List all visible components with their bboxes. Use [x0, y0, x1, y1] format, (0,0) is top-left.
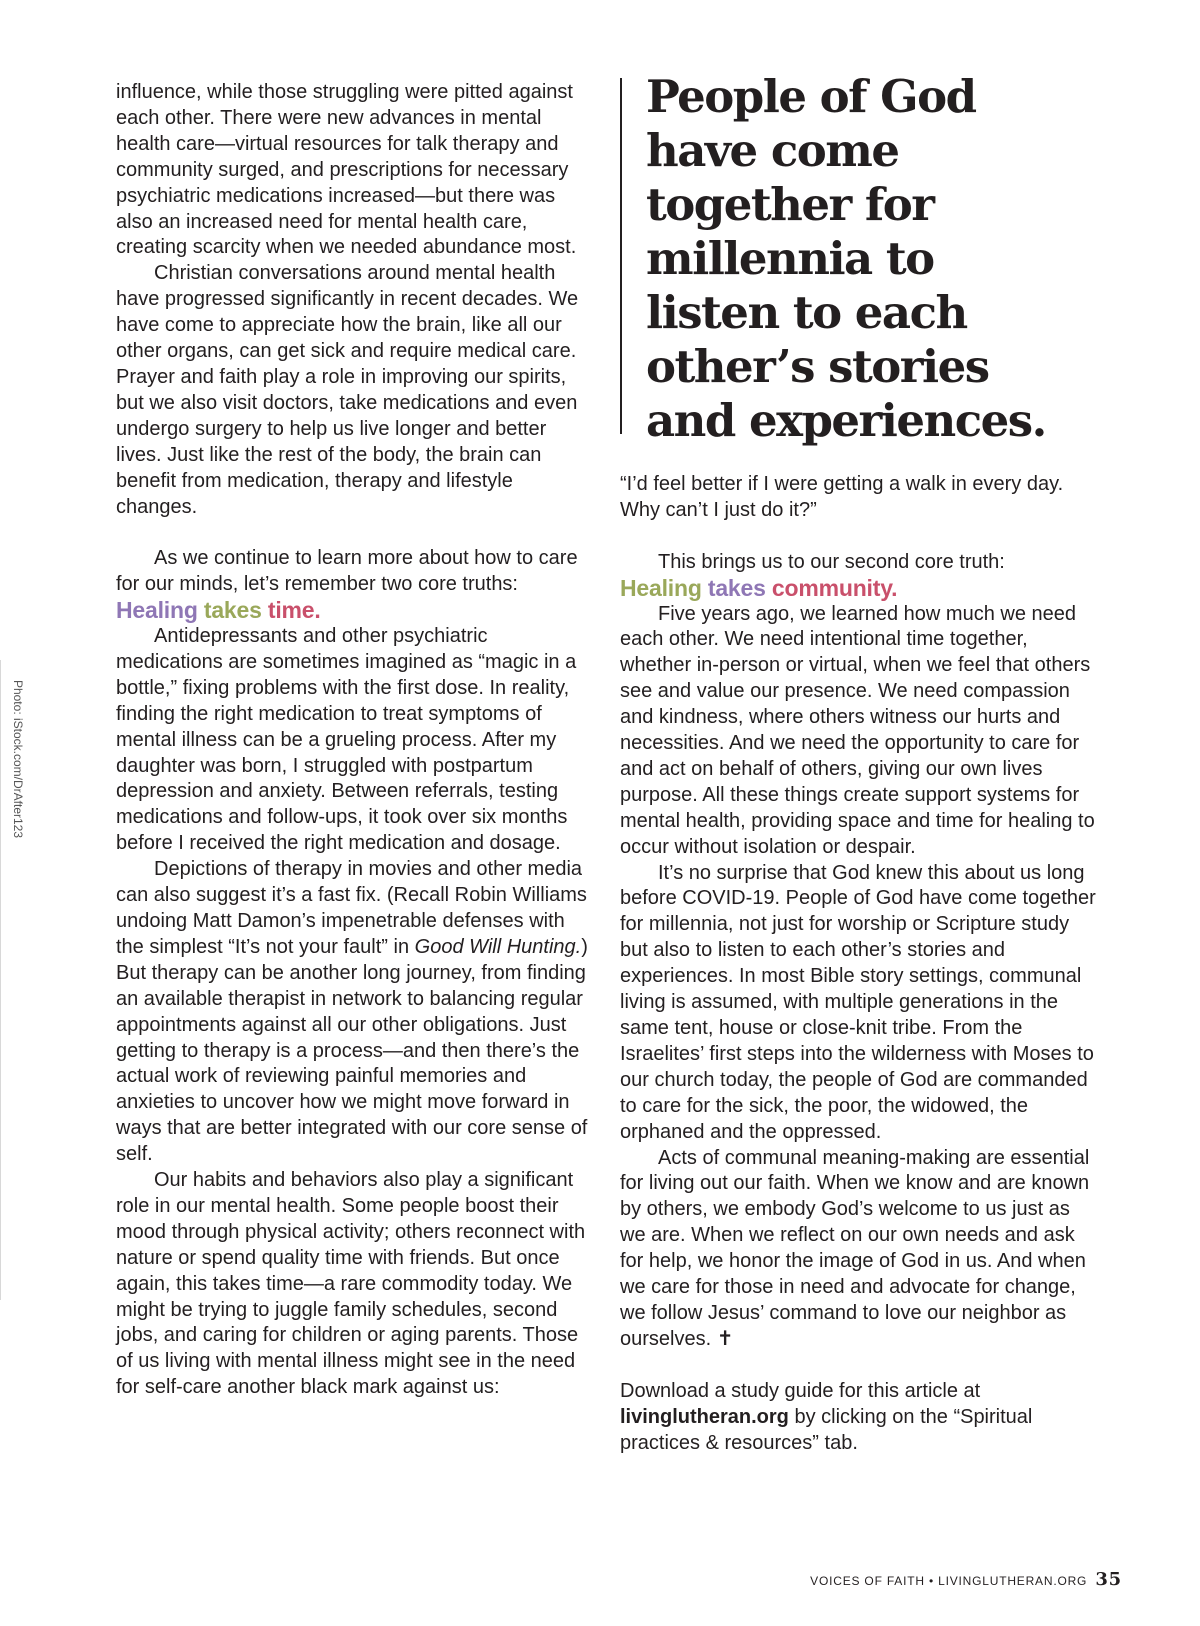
truth-word: takes: [203, 597, 262, 624]
body-text: by clicking on the “Spiritual practices & resources” tab.: [620, 1405, 1033, 1454]
body-paragraph: [116, 857, 588, 1168]
body-paragraph: Christian conversations around mental health have progressed significantly in recent decades. We have come to appreciate how the brain, like all our other organs, can get sick and require medical care. Prayer and faith play a role in improving our spirits, but we also visit doctors, take medications and even undergo surgery to help us live longer and better lives. Just like the rest of the body, the brain can benefit from medication, therapy and lifestyle changes.: [116, 262, 579, 518]
body-paragraph: Our habits and behaviors also play a significant role in our mental health. Some people boost their mood through physical activity; others reconnect with nature or spend quality time with friends. But once again, this takes time—a rare commodity today. We might be trying to juggle family schedules, second jobs, and caring for children or aging parents. Those of us living with mental illness might see in the need for self-care another black mark against us:: [116, 1169, 586, 1399]
film-title: Good Will Hunting.: [414, 935, 582, 958]
pull-quote-line: and experiences.: [646, 394, 1046, 447]
study-guide-note: [620, 1379, 1096, 1457]
body-paragraph: Five years ago, we learned how much we need each other. We need intentional time together, whether in-person or virtual, when we feel that others see and value our presence. We need compassion and kindness, where others witness our hurts and necessities. And we need the opportunity to care for and act on behalf of others, giving our own lives purpose. All these things create support systems for mental health, providing space and time for healing to occur without isolation or despair.: [620, 602, 1095, 858]
truth-word: Healing: [620, 574, 702, 601]
body-text: ) But therapy can be another long journey, from finding an available therapist in network to balancing regular appointments against all our other obligations. Just getting to therapy is a process—and then there’s the actual work of reviewing painful memories and anxieties to uncover how we might move forward in ways that are better integrated with our core sense of self.: [116, 935, 588, 1166]
body-paragraph: Acts of communal meaning-making are essential for living out our faith. When we know and are known by others, we embody God’s welcome to us just as we are. When we reflect on our own needs and ask for help, we honor the image of God in us. And when we care for those in need and advocate for change, we follow Jesus’ command to love our neighbor as ourselves. ✝: [620, 1146, 1090, 1350]
page-number: 35: [1095, 1569, 1122, 1590]
website-link[interactable]: livinglutheran.org: [620, 1405, 789, 1428]
credit-divider: [0, 660, 1, 1300]
pull-quote-line: millennia to: [646, 232, 934, 285]
core-truth-heading: [116, 598, 588, 624]
pull-quote-line: together for: [646, 178, 934, 231]
page-footer: [810, 1569, 1122, 1590]
body-text: Depictions of therapy in movies and other media can also suggest it’s a fast fix. (Recall Robin Williams undoing Matt Damon’s impenetrable defenses with the simplest “It’s not your fault” in: [116, 858, 587, 958]
photo-credit: Photo: iStock.com/DrAfter123: [11, 679, 25, 839]
truth-word: takes: [707, 574, 766, 601]
truth-word: community.: [771, 574, 898, 601]
paragraph-spacer: [116, 520, 588, 546]
body-paragraph: This brings us to our second core truth:: [658, 550, 1005, 573]
body-paragraph: As we continue to learn more about how to care for our minds, let’s remember two core truths:: [116, 547, 578, 596]
pull-quote: [620, 70, 1096, 448]
body-paragraph: “I’d feel better if I were getting a walk in every day. Why can’t I just do it?”: [620, 473, 1064, 521]
footer-label: VOICES OF FAITH • LIVINGLUTHERAN.ORG: [810, 1574, 1088, 1588]
truth-word: time.: [267, 597, 321, 624]
core-truth-heading: [620, 576, 1096, 602]
pull-quote-line: other’s stories: [646, 340, 989, 393]
body-text: Download a study guide for this article at: [620, 1379, 981, 1402]
pull-quote-line: listen to each: [646, 286, 967, 339]
paragraph-spacer: [620, 524, 1096, 550]
body-paragraph: It’s no surprise that God knew this about us long before COVID-19. People of God have come together for millennia, not just for worship or Scripture study but also to listen to each other’s stories and experiences. In most Bible story settings, communal living is assumed, with multiple generations in the same tent, house or close-knit tribe. From the Israelites’ first steps into the wilderness with Moses to our church today, the people of God are commanded to care for the sick, the poor, the widowed, the orphaned and the oppressed.: [620, 861, 1096, 1143]
pull-quote-rule: [620, 78, 622, 434]
pull-quote-line: have come: [646, 124, 899, 177]
body-paragraph: influence, while those struggling were pitted against each other. There were new advances in mental health care—virtual resources for talk therapy and community surged, and prescriptions for necessary psychiatric medications increased—but there was also an increased need for mental health care, creating scarcity when we needed abundance most.: [116, 81, 577, 259]
right-column: [620, 70, 1096, 1456]
truth-word: Healing: [116, 597, 198, 624]
pull-quote-line: People of God: [646, 70, 976, 123]
body-paragraph: Antidepressants and other psychiatric medications are sometimes imagined as “magic in a bottle,” fixing problems with the first dose. In reality, finding the right medication to treat symptoms of mental illness can be a grueling process. After my daughter was born, I struggled with postpartum depression and anxiety. Between referrals, testing medications and follow-ups, it took over six months before I received the right medication and dosage.: [116, 625, 577, 855]
left-column: [116, 80, 588, 1401]
paragraph-spacer: [620, 1353, 1096, 1379]
